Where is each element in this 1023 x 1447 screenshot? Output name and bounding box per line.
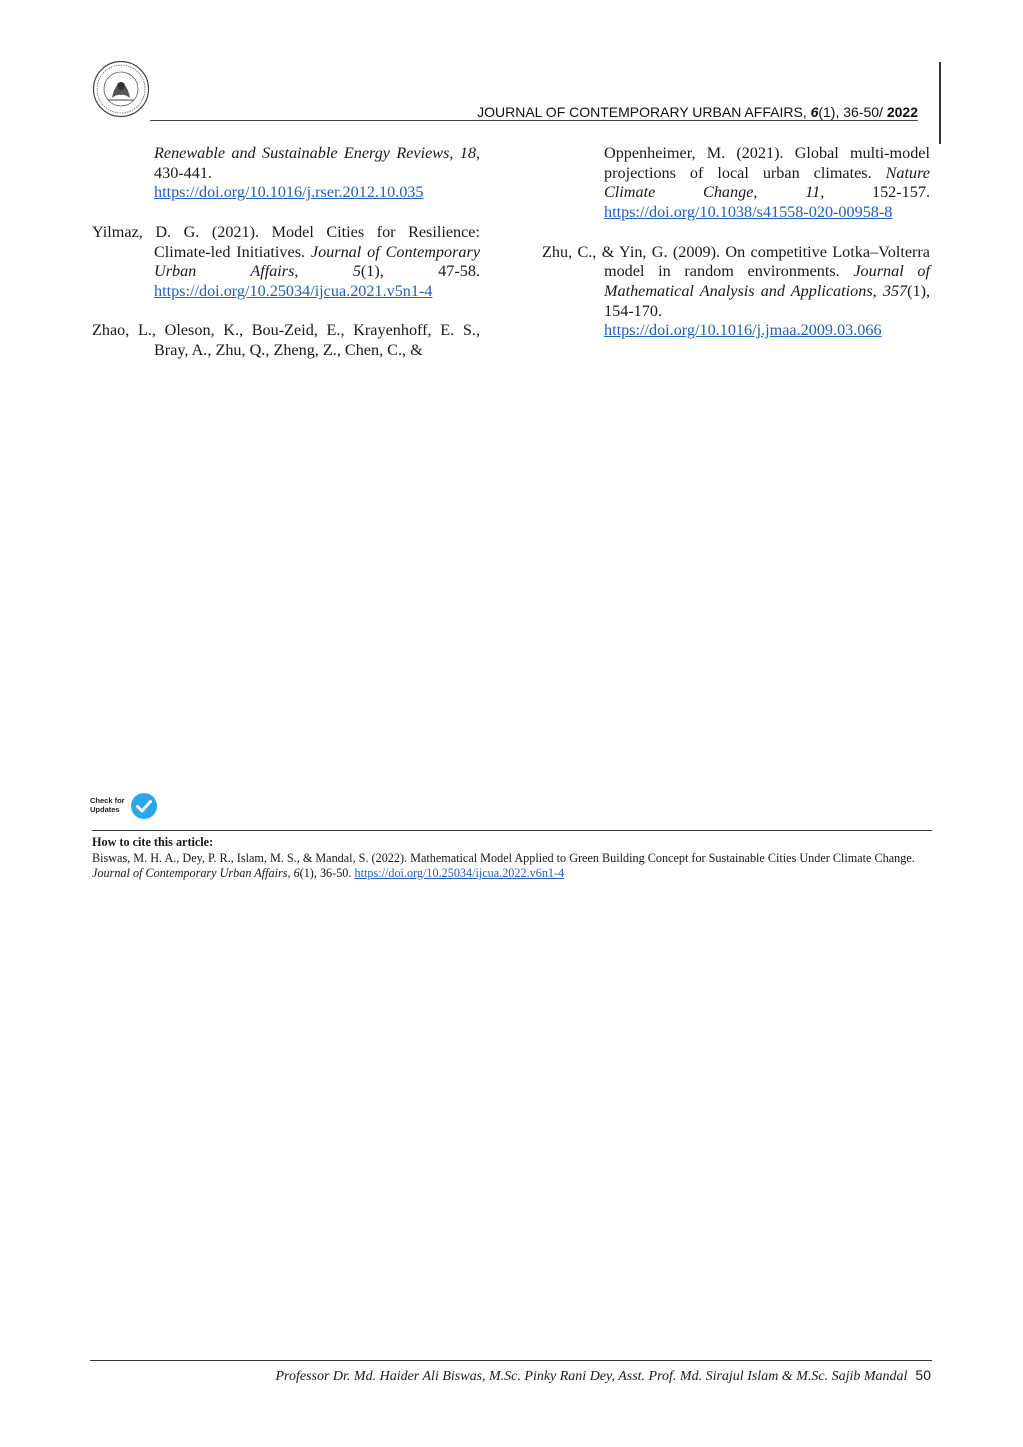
check-for-updates-label: Check for Updates (90, 796, 125, 814)
reference-entry: Renewable and Sustainable Energy Reviews, 18, 430-441. https://doi.org/10.1016/j.rser.2012.10.035 (154, 144, 480, 202)
footer-authors: Professor Dr. Md. Haider Ali Biswas, M.Sc. Pinky Rani Dey, Asst. Prof. Md. Sirajul Islam & M.Sc. Sajib Mandal (275, 1369, 908, 1384)
reference-entry: Zhao, L., Oleson, K., Bou-Zeid, E., Krayenhoff, E. S., Bray, A., Zhu, Q., Zheng, Z., Chen, C., & (92, 321, 480, 359)
citation-doi-link[interactable]: https://doi.org/10.25034/ijcua.2022.v6n1-4 (354, 866, 565, 880)
reference-doi-link[interactable]: https://doi.org/10.1038/s41558-020-00958-8 (604, 203, 893, 222)
references-left-column (92, 144, 480, 380)
header-rule (150, 120, 918, 121)
reference-entry: Zhu, C., & Yin, G. (2009). On competitive Lotka–Volterra model in random environments. Journal of Mathematical Analysis and Applications, 357(1), 154-170. https://doi.org/10.1016/j.jmaa.2009.03.066 (542, 242, 931, 340)
header-year: 2022 (886, 104, 918, 120)
references-right-column (542, 144, 930, 361)
header-volume: 6 (810, 104, 819, 120)
citation-text: Biswas, M. H. A., Dey, P. R., Islam, M. S., & Mandal, S. (2022). Mathematical Model Applied to Green Building Concept for Sustainable Cities Under Climate Change. Journal of Contemporary Urban Affairs, 6(1), 36-50. https://doi.org/10.25034/ijcua.2022.v6n1-4 (92, 850, 915, 880)
page-number: 50 (915, 1367, 931, 1383)
how-to-cite-block (92, 835, 932, 882)
check-for-updates-badge[interactable] (90, 792, 160, 822)
reference-doi-link[interactable]: https://doi.org/10.1016/j.rser.2012.10.035 (154, 183, 424, 202)
reference-doi-link[interactable]: https://doi.org/10.25034/ijcua.2021.v5n1-4 (154, 281, 433, 300)
reference-doi-link[interactable]: https://doi.org/10.1016/j.jmaa.2009.03.066 (604, 321, 882, 340)
header-journal: JOURNAL OF CONTEMPORARY URBAN AFFAIRS, (477, 104, 811, 120)
citation-rule (92, 830, 932, 831)
running-header (477, 104, 918, 120)
header-issue-pages: (1), 36-50/ (818, 104, 887, 120)
footer-rule (90, 1360, 932, 1361)
reference-entry: Yilmaz, D. G. (2021). Model Cities for Resilience: Climate-led Initiatives. Journal of Contemporary Urban Affairs, 5(1), 47-58. https://doi.org/10.25034/ijcua.2021.v5n1-4 (92, 222, 481, 300)
journal-seal-logo (92, 60, 150, 118)
page-footer (276, 1367, 932, 1385)
how-to-cite-heading: How to cite this article: (92, 835, 214, 849)
margin-bar (939, 62, 941, 144)
checkmark-icon (130, 792, 158, 820)
reference-entry: Oppenheimer, M. (2021). Global multi-model projections of local urban climates. Nature Climate Change, 11, 152-157. https://doi.org/10.1038/s41558-020-00958-8 (604, 144, 930, 222)
